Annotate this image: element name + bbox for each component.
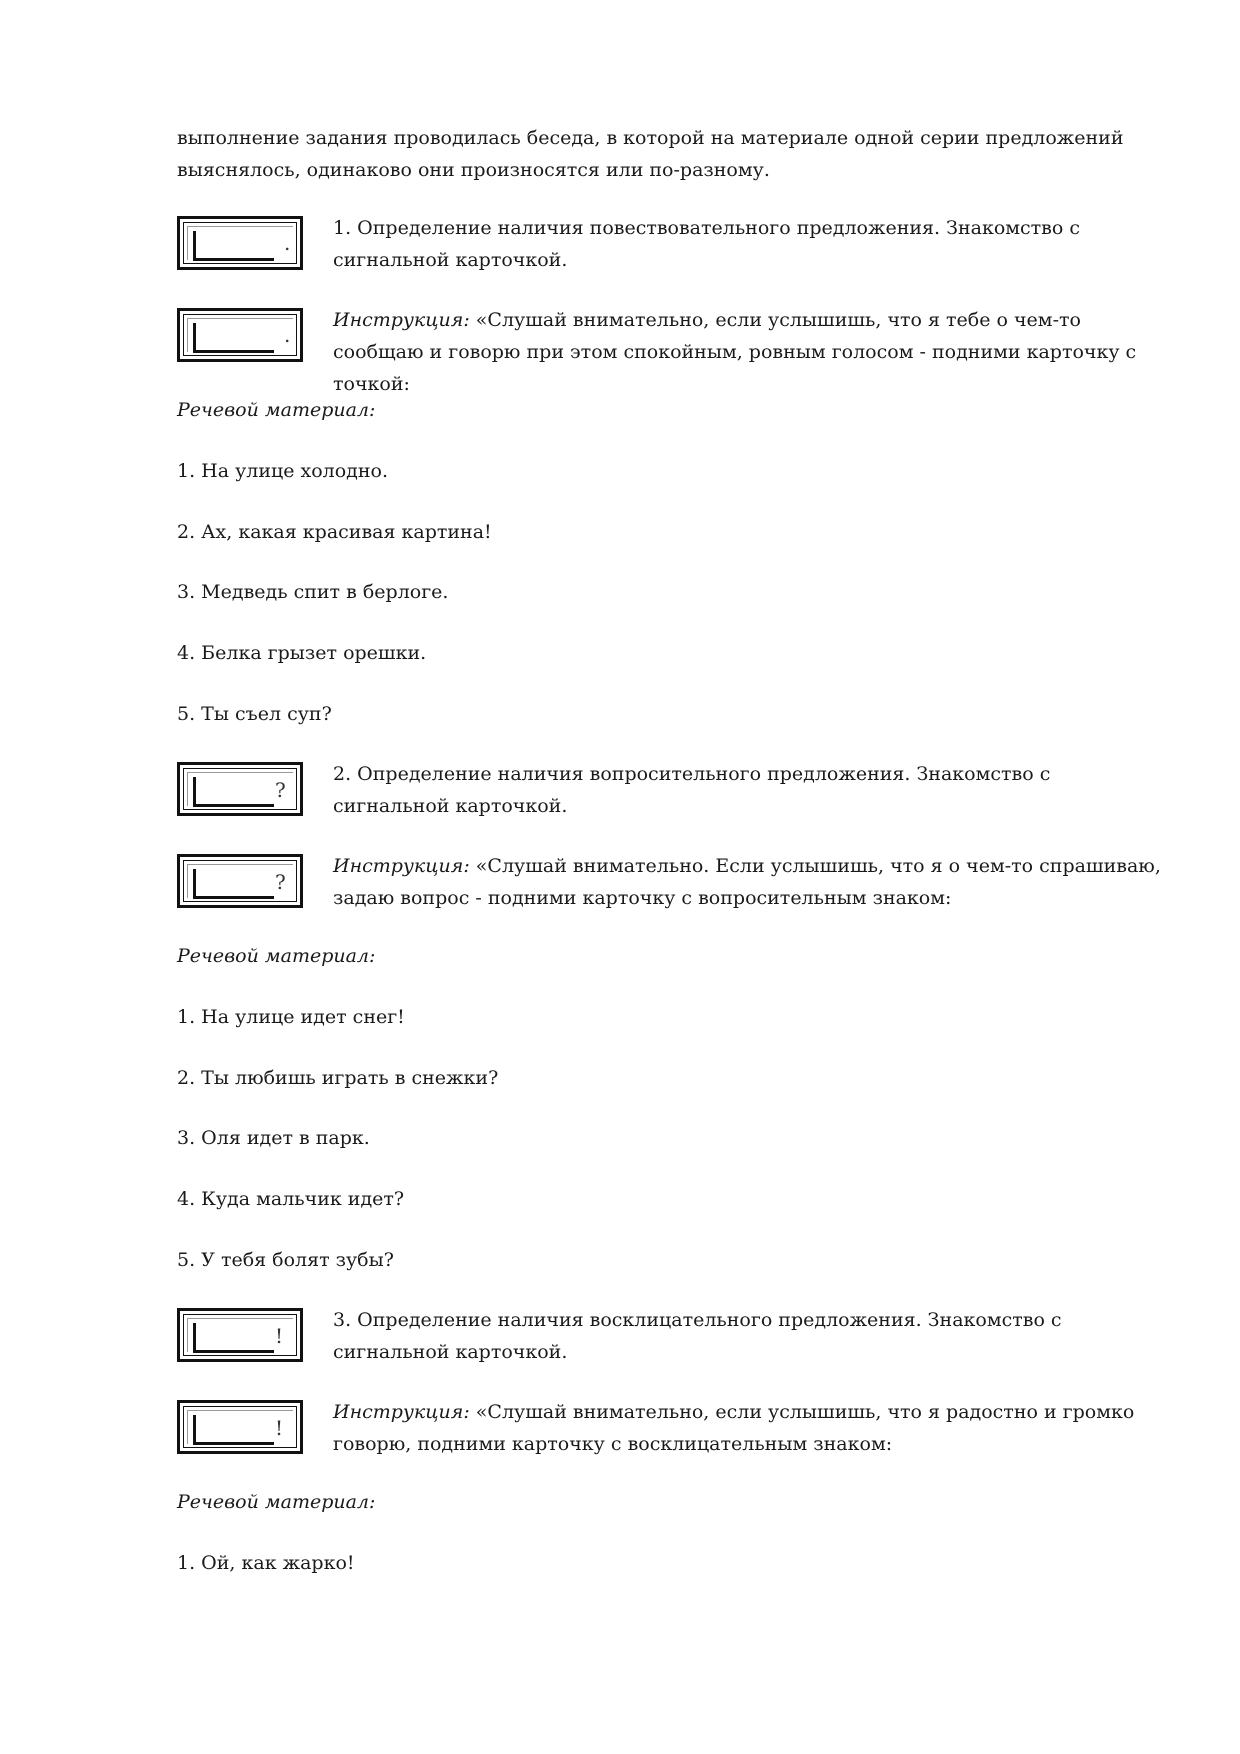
instruction-text: «Слушай внимательно, если услышишь, что я тебе о чем-то сообщаю и говорю при этом спокойным, ровным голосом - подними карточку с точкой: xyxy=(333,309,1137,395)
intro-paragraph: выполнение задания проводилась беседа, в которой на материале одной серии предложений выяснялось, одинаково они произносятся или по-разному. xyxy=(177,127,1124,181)
material-label: Речевой материал: xyxy=(177,399,376,421)
instruction-label: Инструкция: xyxy=(333,1401,470,1423)
list-item: 2. Ах, какая красивая картина! xyxy=(177,521,492,543)
list-item: 1. Ой, как жарко! xyxy=(177,1552,355,1574)
signal-card-period-icon xyxy=(177,216,303,270)
list-item: 1. На улице идет снег! xyxy=(177,1006,405,1028)
instruction xyxy=(333,850,1163,914)
document-page xyxy=(177,122,1161,1574)
signal-card-exclamation-icon xyxy=(177,1400,303,1454)
list-item: 3. Медведь спит в берлоге. xyxy=(177,581,449,603)
list-item: 5. У тебя болят зубы? xyxy=(177,1249,394,1271)
card-mark: . xyxy=(284,323,291,347)
signal-card-question-icon xyxy=(177,762,303,816)
list-item: 4. Белка грызет орешки. xyxy=(177,642,427,664)
list-item: 4. Куда мальчик идет? xyxy=(177,1188,405,1210)
section-1-instruction-row xyxy=(177,304,1157,395)
section-2-instruction-row xyxy=(177,850,1161,914)
section-3-instruction-row xyxy=(177,1396,1157,1460)
section-title: 3. Определение наличия восклицательного предложения. Знакомство с сигнальной карточкой. xyxy=(333,1309,1062,1363)
section-2-title-row xyxy=(177,758,1157,822)
material-label: Речевой материал: xyxy=(177,1491,376,1513)
signal-card-question-icon xyxy=(177,854,303,908)
material-label: Речевой материал: xyxy=(177,945,376,967)
card-mark: ? xyxy=(275,870,286,894)
list-item: 5. Ты съел суп? xyxy=(177,703,332,725)
instruction-label: Инструкция: xyxy=(333,855,470,877)
instruction xyxy=(333,304,1163,400)
list-item: 2. Ты любишь играть в снежки? xyxy=(177,1067,499,1089)
section-title: 1. Определение наличия повествовательного предложения. Знакомство с сигнальной карточкой. xyxy=(333,217,1081,271)
list-item: 1. На улице холодно. xyxy=(177,460,389,482)
instruction-text: «Слушай внимательно. Если услышишь, что я о чем-то спрашиваю, задаю вопрос - подними карточку с вопросительным знаком: xyxy=(333,855,1161,909)
instruction-label: Инструкция: xyxy=(333,309,470,331)
card-mark: ! xyxy=(275,1416,284,1440)
card-mark: ! xyxy=(275,1324,284,1348)
section-1-title-row xyxy=(177,212,1157,276)
instruction xyxy=(333,1396,1163,1460)
section-3-title-row xyxy=(177,1304,1157,1368)
list-item: 3. Оля идет в парк. xyxy=(177,1127,370,1149)
instruction-text: «Слушай внимательно, если услышишь, что я радостно и громко говорю, подними карточку с восклицательным знаком: xyxy=(333,1401,1135,1455)
signal-card-period-icon xyxy=(177,308,303,362)
card-mark: . xyxy=(284,231,291,255)
signal-card-exclamation-icon xyxy=(177,1308,303,1362)
section-title: 2. Определение наличия вопросительного предложения. Знакомство с сигнальной карточкой. xyxy=(333,763,1051,817)
card-mark: ? xyxy=(275,778,286,802)
